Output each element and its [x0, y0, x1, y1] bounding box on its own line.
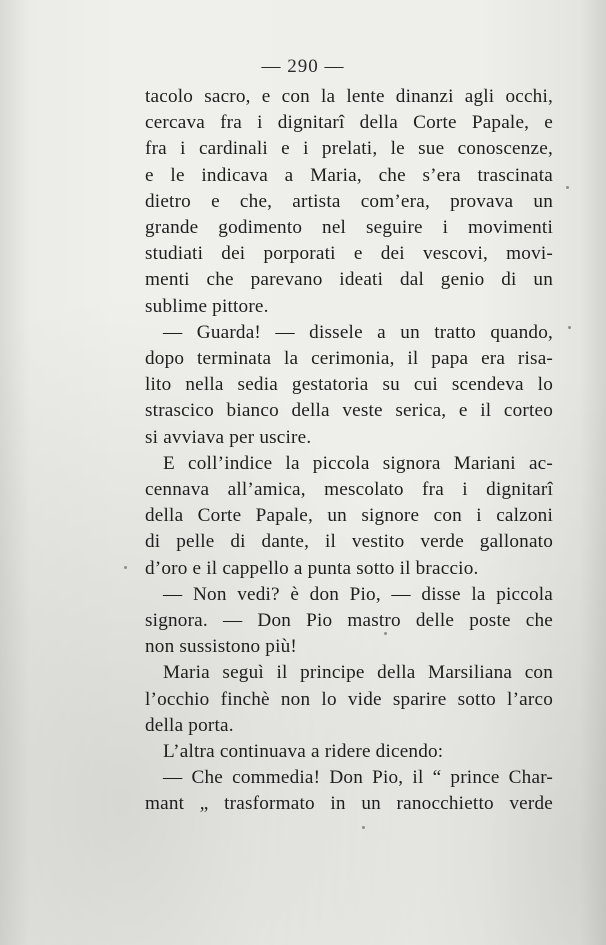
paper-speck: [568, 326, 571, 329]
text-line: dopo terminata la cerimonia, il papa era risa-: [145, 348, 553, 370]
text-line: e le indicava a Maria, che s’era trascinata: [145, 164, 553, 186]
text-line: signora. — Don Pio mastro delle poste che: [145, 610, 553, 632]
text-line: E coll’indice la piccola signora Mariani ac-: [163, 452, 553, 474]
text-line: della Corte Papale, un signore con i calzoni: [145, 505, 553, 527]
text-line: d’oro e il cappello a punta sotto il braccio.: [145, 557, 479, 579]
paper-speck: [362, 826, 365, 829]
text-line: studiati dei porporati e dei vescovi, movi-: [145, 243, 553, 265]
text-line: — Guarda! — dissele a un tratto quando,: [163, 321, 553, 343]
text-line: sublime pittore.: [145, 295, 269, 317]
body-text: [145, 84, 553, 818]
text-line: tacolo sacro, e con la lente dinanzi agli occhi,: [145, 86, 553, 107]
text-line: L’altra continuava a ridere dicendo:: [163, 741, 444, 763]
text-line: — Non vedi? è don Pio, — disse la piccola: [163, 583, 553, 605]
page-number: — 290 —: [261, 56, 345, 77]
text-line: mant „ trasformato in un ranocchietto verde: [145, 793, 553, 815]
text-line: menti che parevano ideati dal genio di un: [145, 269, 553, 291]
text-line: fra i cardinali e i prelati, le sue conoscenze,: [145, 138, 553, 160]
text-line: dietro e che, artista com’era, provava un: [145, 190, 553, 212]
paper-speck: [124, 566, 127, 569]
text-line: lito nella sedia gestatoria su cui scendeva lo: [145, 374, 553, 396]
text-line: — Che commedia! Don Pio, il “ prince Char-: [163, 767, 553, 789]
text-line: l’occhio finchè non lo vide sparire sotto l’arco: [145, 688, 553, 710]
text-line: si avviava per uscire.: [145, 426, 312, 448]
text-line: Maria seguì il principe della Marsiliana con: [163, 662, 553, 684]
text-line: non sussistono più!: [145, 636, 297, 658]
text-line: cennava all’amica, mescolato fra i dignitarî: [145, 479, 553, 501]
text-line: grande godimento nel seguire i movimenti: [145, 217, 553, 239]
paper-speck: [566, 186, 569, 189]
text-line: di pelle di dante, il vestito verde gallonato: [145, 531, 553, 553]
text-line: strascico bianco della veste serica, e il corteo: [145, 400, 553, 422]
paper-speck: [384, 632, 387, 635]
text-line: cercava fra i dignitarî della Corte Papale, e: [145, 112, 553, 134]
text-line: della porta.: [145, 714, 234, 736]
